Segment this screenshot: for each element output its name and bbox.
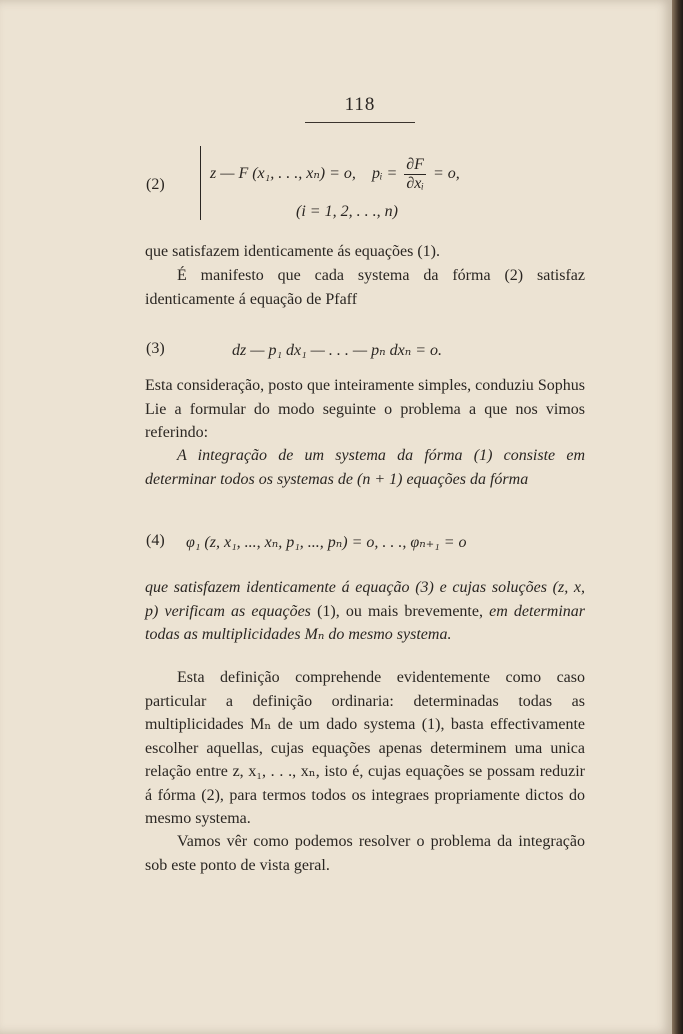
equation-4: φ₁ (z, x₁, ..., xₙ, p₁, ..., pₙ) = o, . . ., φₙ₊₁ = o	[186, 534, 467, 551]
equation-2-line2: (i = 1, 2, . . ., n)	[296, 203, 398, 220]
page-number: 118	[344, 94, 376, 115]
paragraph-3	[145, 374, 585, 445]
paragraph-5-plain: (1), ou mais brevemente,	[317, 602, 483, 620]
paragraph-5	[145, 576, 585, 647]
equation-3: dz — p₁ dx₁ — . . . — pₙ dxₙ = o.	[232, 342, 442, 359]
paragraph-2	[145, 264, 585, 311]
partial-derivative-fraction	[404, 156, 426, 193]
paragraph-4-text: A integração de um systema da fórma (1) consiste em determinar todos os systemas de (n + 1) equações da fórma	[145, 447, 585, 488]
fraction-numerator: ∂F	[406, 156, 424, 173]
equation-2-p-lhs: pᵢ =	[371, 165, 398, 183]
paragraph-5-text	[145, 576, 585, 647]
fraction-denominator: ∂xᵢ	[406, 175, 424, 192]
equation-2-brace	[200, 146, 205, 220]
paragraph-5-italic-2: em determinar todas as multiplicidades Mₙ do mesmo systema.	[145, 602, 586, 643]
paragraph-3-text: Esta consideração, posto que inteiramente simples, conduziu Sophus Lie a formular do modo seguinte o problema a que nos vimos referindo:	[145, 377, 585, 441]
header-rule	[305, 122, 415, 123]
paragraph-7	[145, 830, 585, 877]
book-page-edge	[672, 0, 683, 1034]
paragraph-2-text: É manifesto que cada systema da fórma (2) satisfaz identicamente á equação de Pfaff	[145, 267, 585, 308]
equation-2-label: (2)	[146, 176, 165, 193]
paragraph-5-italic: que satisfazem identicamente á equação (3) e cujas soluções (z, x, p) verificam as equações	[145, 579, 585, 620]
equation-2-rhs: = o,	[432, 165, 460, 183]
paragraph-7-text: Vamos vêr como podemos resolver o problema da integração sob este ponto de vista geral.	[145, 833, 585, 874]
equation-4-label: (4)	[146, 532, 165, 549]
paragraph-4	[145, 444, 585, 491]
equation-2-line1	[210, 156, 460, 193]
equation-2-lhs: z — F (x₁, . . ., xₙ) = o,	[210, 165, 356, 183]
equation-3-label: (3)	[146, 340, 165, 357]
paragraph-6	[145, 666, 585, 831]
paragraph-6-text: Esta definição comprehende evidentemente como caso particular a definição ordinaria: determinadas todas as multiplicidades Mₙ de um dado systema (1), basta effectivamente escolher aquellas, cujas equações apenas determinem uma unica relação entre z, x₁, . . ., xₙ, isto é, cujas equações se possam reduzir á fórma (2), para termos todos os integraes propriamente dictos do mesmo systema.	[145, 669, 585, 827]
paragraph-1-text: que satisfazem identicamente ás equações (1).	[145, 243, 440, 260]
paragraph-1	[145, 240, 585, 264]
